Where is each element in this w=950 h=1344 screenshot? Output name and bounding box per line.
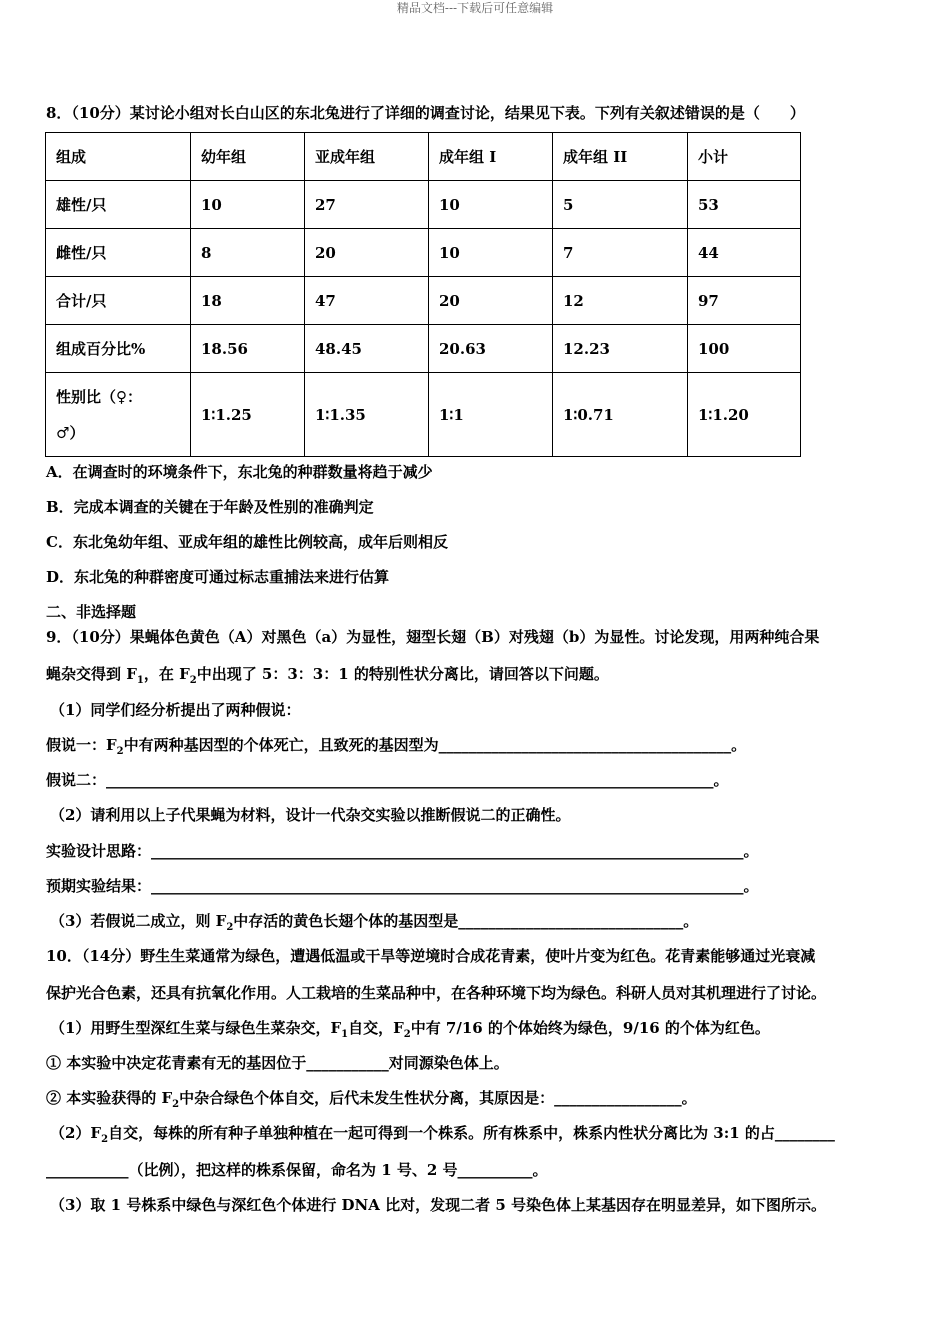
- table-row: [46, 277, 801, 325]
- table-cell: 53: [688, 181, 801, 229]
- table-header-cell: 幼年组: [191, 133, 305, 181]
- table-cell: 48.45: [305, 325, 429, 373]
- q9-hypothesis-1: 假说一：$F_2$中有两种基因型的个体死亡，且致死的基因型为_______________________________________。: [46, 736, 747, 757]
- table-cell: 47: [305, 277, 429, 325]
- q10-line-8: （3）取 1 号株系中绿色与深红色个体进行 DNA 比对，发现二者 5 号染色体上某基因存在明显差异，如下图所示。: [50, 1196, 827, 1214]
- table-cell: 44: [688, 229, 801, 277]
- table-cell: 20: [429, 277, 553, 325]
- table-row: [46, 325, 801, 373]
- table-cell: 18.56: [191, 325, 305, 373]
- q8-option-a: A．在调查时的环境条件下，东北兔的种群数量将趋于减少: [46, 463, 433, 481]
- sex-ratio-label-line2: ♂）: [56, 423, 85, 442]
- section-heading: 二、非选择题: [46, 603, 137, 621]
- table-cell: 1∶0.71: [553, 373, 688, 457]
- table-cell: 100: [688, 325, 801, 373]
- q8-option-c: C．东北兔幼年组、亚成年组的雄性比例较高，成年后则相反: [46, 533, 448, 551]
- table-header-cell: 组成: [46, 133, 191, 181]
- table-header-cell: 亚成年组: [305, 133, 429, 181]
- q9-line-6: （2）请利用以上子代果蝇为材料，设计一代杂交实验以推断假说二的正确性。: [50, 806, 571, 824]
- table-cell: 20: [305, 229, 429, 277]
- table-cell: 12: [553, 277, 688, 325]
- table-header-row: [46, 133, 801, 181]
- table-cell: 组成百分比%: [46, 325, 191, 373]
- table-cell: 97: [688, 277, 801, 325]
- table-cell: 8: [191, 229, 305, 277]
- table-header-cell: 成年组 II: [553, 133, 688, 181]
- q8-option-d: D．东北兔的种群密度可通过标志重捕法来进行估算: [46, 568, 390, 586]
- table-cell: 27: [305, 181, 429, 229]
- table-header-cell: 成年组 I: [429, 133, 553, 181]
- table-cell: 1∶1.35: [305, 373, 429, 457]
- q9-line-1: 9．（10分）果蝇体色黄色（A）对黑色（a）为显性，翅型长翅（B）对残翅（b）为显性。讨论发现，用两种纯合果: [46, 628, 820, 646]
- sex-ratio-label-cell: [46, 373, 191, 457]
- table-cell: 20.63: [429, 325, 553, 373]
- table-cell: 5: [553, 181, 688, 229]
- page-header: 精品文档---下载后可任意编辑: [396, 1, 554, 15]
- table-cell: 7: [553, 229, 688, 277]
- q9-line-3: （1）同学们经分析提出了两种假说：: [50, 701, 301, 719]
- table-cell: 10: [429, 229, 553, 277]
- q9-line-2: 蝇杂交得到 $F_1$，在 $F_2$中出现了 5：3：3：1 的特别性状分离比，请回答以下问题。: [46, 665, 609, 686]
- q10-line-1: 10．（14分）野生生菜通常为绿色，遭遇低温或干旱等逆境时合成花青素，使叶片变为红色。花青素能够通过光衰减: [46, 947, 816, 965]
- q9-hypothesis-2: 假说二：_________________________________________________________________________________。: [46, 771, 729, 789]
- q10-line-2: 保护光合色素，还具有抗氧化作用。人工栽培的生菜品种中，在各种环境下均为绿色。科研人员对其机理进行了讨论。: [46, 984, 827, 1002]
- q10-line-3: （1）用野生型深红生菜与绿色生菜杂交，$F_1$自交，$F_2$中有 7/16 的个体始终为绿色，9/16 的个体为红色。: [50, 1019, 770, 1040]
- table-cell: 雄性/只: [46, 181, 191, 229]
- sex-ratio-label-line1: 性别比（♀：: [56, 387, 142, 406]
- q10-line-5: ② 本实验获得的 $F_2$中杂合绿色个体自交，后代未发生性状分离，其原因是：_________________。: [46, 1089, 697, 1110]
- table-cell: 合计/只: [46, 277, 191, 325]
- table-cell: 10: [429, 181, 553, 229]
- table-cell: 1∶1: [429, 373, 553, 457]
- table-cell: 18: [191, 277, 305, 325]
- table-cell: 1∶1.25: [191, 373, 305, 457]
- q9-line-9: （3）若假说二成立，则 $F_2$中存活的黄色长翅个体的基因型是______________________________。: [50, 912, 699, 933]
- table-cell: 10: [191, 181, 305, 229]
- survey-table: [45, 132, 801, 457]
- q8-stem: 8．（10分）某讨论小组对长白山区的东北兔进行了详细的调查讨论，结果见下表。下列有关叙述错误的是（ ）: [46, 104, 805, 122]
- q9-design: 实验设计思路：_______________________________________________________________________________。: [46, 842, 759, 860]
- table-cell: 雌性/只: [46, 229, 191, 277]
- q10-line-4: ① 本实验中决定花青素有无的基因位于___________对同源染色体上。: [46, 1054, 509, 1072]
- table-header-cell: 小计: [688, 133, 801, 181]
- table-cell: 1∶1.20: [688, 373, 801, 457]
- table-cell: 12.23: [553, 325, 688, 373]
- table-row-sex-ratio: [46, 373, 801, 457]
- q10-line-7: ___________（比例），把这样的株系保留，命名为 1 号、2 号__________。: [46, 1161, 548, 1179]
- q9-expected: 预期实验结果：_______________________________________________________________________________。: [46, 877, 759, 895]
- table-row: [46, 229, 801, 277]
- q10-line-6: $(2)F_2$自交，每株的所有种子单独种植在一起可得到一个株系。所有株系中，株系内性状分离比为 3:1 的占________: [50, 1124, 835, 1145]
- table-row: [46, 181, 801, 229]
- q8-option-b: B．完成本调查的关键在于年龄及性别的准确判定: [46, 498, 374, 516]
